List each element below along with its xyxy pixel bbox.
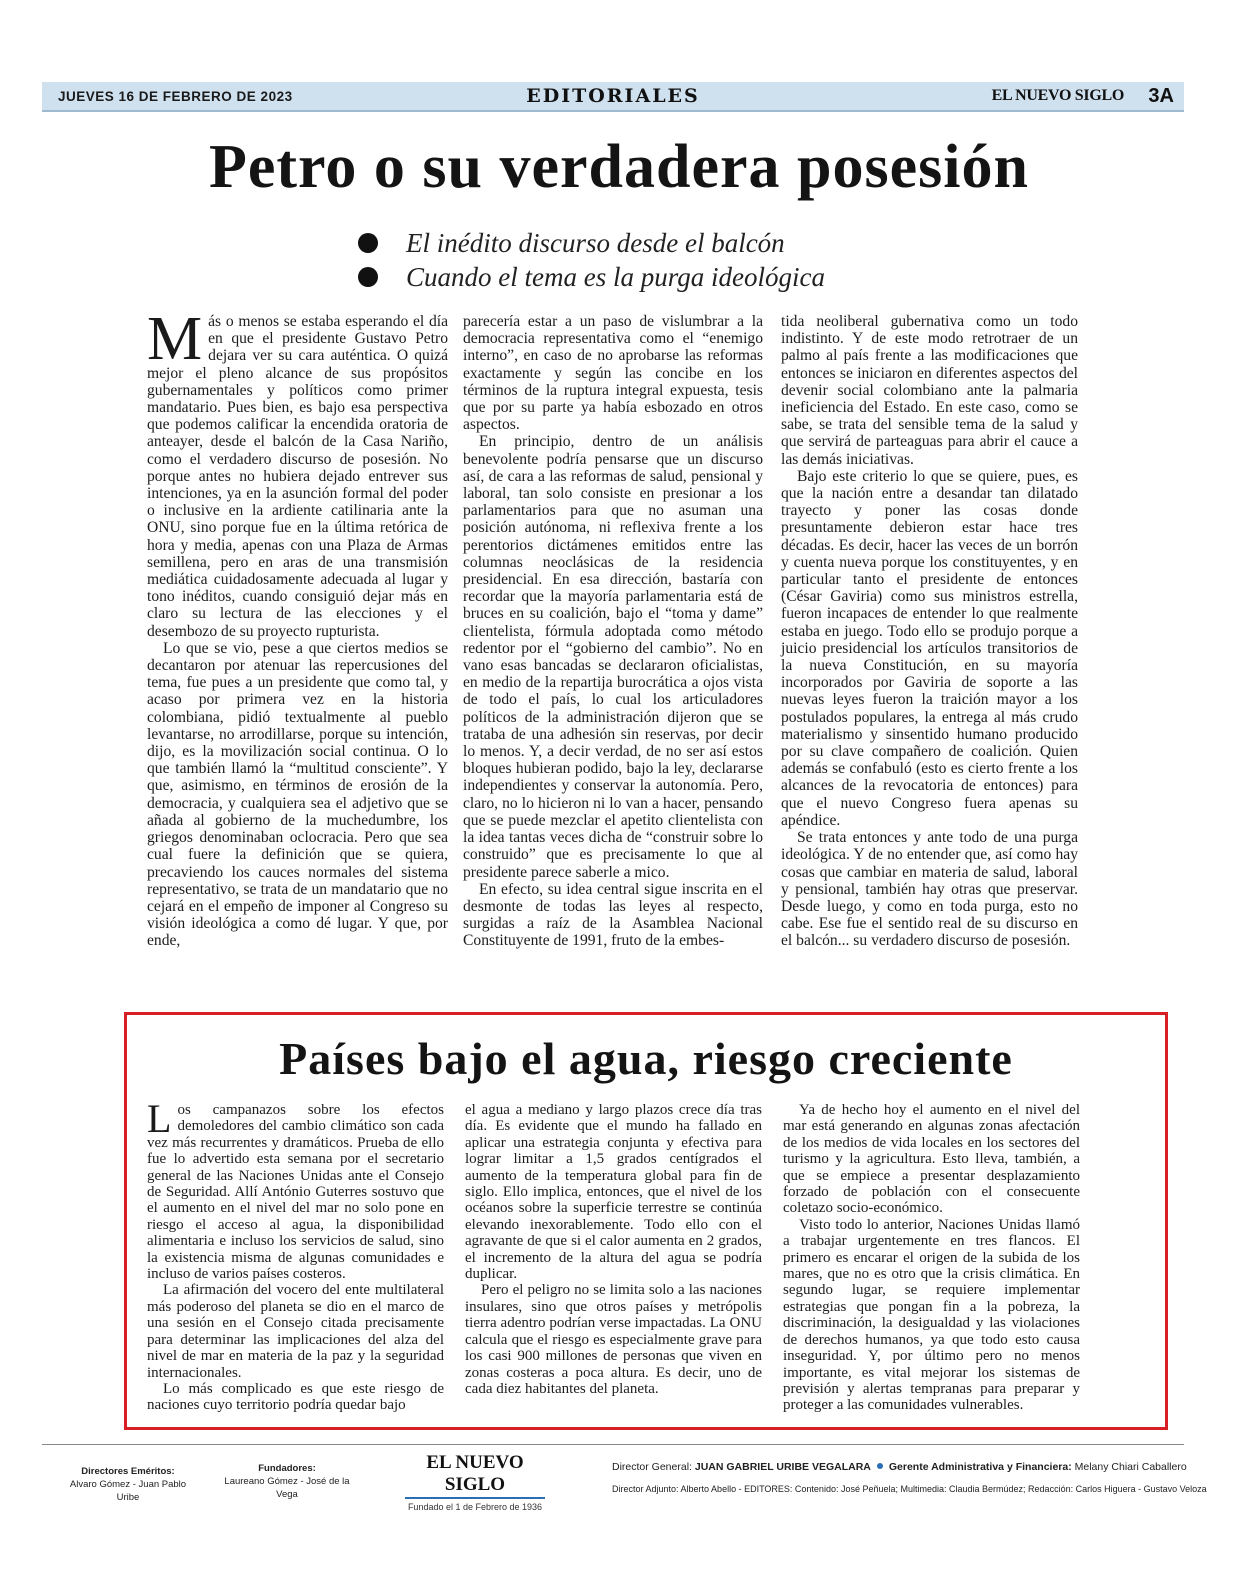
editorial-2-column-3 — [783, 1102, 1080, 1414]
paragraph: Lo más complicado es que este riesgo de naciones cuyo territorio podría quedar bajo — [147, 1380, 444, 1414]
bullet-icon — [358, 233, 378, 253]
subtitle: Cuando el tema es la purga ideológica — [358, 260, 825, 294]
paragraph: parecería estar a un paso de vislumbrar a la democracia representativa como el “enemigo interno”, en caso de no aprobarse las reformas exactamente y según las concibe en los términos de la ruptura integral expuesta, tesis que por su parte ya había esbozado en otros aspectos. — [463, 313, 763, 434]
fundadores: Fundadores: Laureano Gómez - José de la Vega — [224, 1463, 350, 1500]
paragraph: Los campanazos sobre los efectos demoledores del cambio climático son cada vez más recurrentes y dramáticos. Prueba de ello fue lo advertido esta semana por el secretario general de las Naciones Unidas ante el Consejo de Seguridad. Allí António Guterres sostuvo que el aumento en el nivel del mar no solo pone en riesgo el acceso al agua, la disponibilidad alimentaria e incluso los servicios de salud, sino la existencia misma de algunas comunidades e incluso de varios países costeros. — [147, 1096, 444, 1283]
page-header — [42, 82, 1184, 112]
paper-name: EL NUEVO SIGLO — [991, 87, 1124, 104]
paragraph: Más o menos se estaba esperando el día en que el presidente Gustavo Petro dejara ver su cara auténtica. O quizá mejor el pleno alcance de sus propósitos gubernamentales y políticos como primer mandatario. Pues bien, es bajo esa perspectiva que podemos calificar la encendida oratoria de anteayer, desde el balcón de la Casa Nariño, como el verdadero discurso de posesión. No porque antes no hubiera dejado entrever sus intenciones, ya en la asunción formal del poder o inclusive en la ardiente catilinaria ante la ONU, sino porque fue en la última retórica de hora y media, apenas con una Plaza de Armas semillena, pero en aras de una transmisión mediática cuidadosamente adecuada al lugar y tono inéditos, cuando consiguió dejar más en claro su lectura de las elecciones y el desembozo de su proyecto rupturista. — [147, 305, 448, 640]
subtitle: El inédito discurso desde el balcón — [358, 226, 825, 260]
paragraph: el agua a mediano y largo plazos crece día tras día. Es evidente que el mundo ha fallado en aplicar una estrategia conjunta y efectiva para lograr limitar a 1,5 grados centígrados el aumento de la temperatura global para fin de siglo. Ello implica, entonces, que el nivel de los océanos sobre la superficie terrestre se continúa elevando inexorablemente. Todo ello con el agravante de que si el calor aumenta en 2 grados, el incremento de la altura del agua se podría duplicar. — [465, 1102, 762, 1283]
editorial-1-column-1 — [147, 305, 448, 950]
dropcap: L — [147, 1096, 172, 1141]
paragraph: Bajo este criterio lo que se quiere, pues, es que la nación entre a desandar tan dilatado trayecto y poner las cosas donde presuntamente debieron estar hace tres décadas. Es decir, hacer las veces de un borrón y cuenta nueva porque los constituyentes, y en particular tanto el presidente de entonces (César Gaviria) como sus ministros estrella, fueron incapaces de entender lo que realmente estaba en juego. Todo ello se produjo porque a juicio presidencial los artículos transitorios de la nueva Constitución, en su mayoría incorporados por Gaviria de soporte a las nuevas leyes fueron la traición mayor a los postulados populares, la entrega al más crudo materialismo y sinsentido humano producido por su clave compañero de coalición. Quien además se confabuló (esto es cierto frente a los alcances de la revocatoria de entonces) para que el nuevo Congreso fuera apenas su apéndice. — [781, 467, 1078, 829]
paragraph: tida neoliberal gubernativa como un todo indistinto. Y de este modo retrotraer de un palmo al país frente a las modificaciones que entonces se iniciaron en diferentes aspectos del devenir social colombiano ante la palmaria ineficiencia del Estado. En este caso, como se sabe, se trata del sensible tema de la salud y que servirá de parteaguas para abrir el cauce a las demás iniciativas. — [781, 313, 1078, 468]
issue-date: JUEVES 16 DE FEBRERO DE 2023 — [58, 89, 293, 104]
dropcap: M — [147, 305, 203, 373]
directores-emeritos: Directores Eméritos: Alvaro Gómez - Juan Pablo Uribe — [69, 1466, 187, 1503]
editorial-1-column-2 — [463, 313, 763, 950]
editorial-2-column-1 — [147, 1096, 444, 1414]
editorial-1-column-3 — [781, 313, 1078, 950]
page-number: 3A — [1148, 85, 1174, 107]
paragraph: Ya de hecho hoy el aumento en el nivel del mar está generando en algunas zonas afectación de los medios de vida locales en los sectores del turismo y la agricultura. Esto lleva, también, a que se empiece a presentar desplazamiento forzado de población con el consecuente coletazo socio-económico. — [783, 1102, 1080, 1217]
paragraph: La afirmación del vocero del ente multilateral más poderoso del planeta se dio en el marco de una sesión en el Consejo citada precisamente para determinar las implicaciones del alza del nivel de mar en materia de la paz y la seguridad internacionales. — [147, 1282, 444, 1381]
paragraph: Visto todo lo anterior, Naciones Unidas llamó a trabajar urgentemente en tres flancos. El primero es encarar el origen de la subida de los mares, que no es otro que la crisis climática. En segundo lugar, se requiere implementar estrategias que pongan fin a la pobreza, la discriminación, la desigualdad y las violaciones de derechos humanos, ya que todo esto causa inseguridad. Y, por último pero no menos importante, es vital mejorar los sistemas de previsión y alertas tempranas para preparar y proteger a las comunidades vulnerables. — [783, 1216, 1080, 1414]
footer-logo — [405, 1452, 545, 1512]
management-line: Director General: JUAN GABRIEL URIBE VEGALARA Gerente Administrativa y Financiera: Melany Chiari Caballero — [612, 1461, 1187, 1473]
editorial-1-title: Petro o su verdadera posesión — [208, 133, 1030, 201]
section-title: EDITORIALES — [526, 85, 700, 107]
paper-logo: EL NUEVO SIGLO — [405, 1452, 545, 1499]
editorial-2-column-2 — [465, 1102, 762, 1397]
staff-credits — [612, 1456, 1207, 1500]
footer-divider — [42, 1444, 1184, 1445]
bullet-icon — [877, 1463, 883, 1469]
paragraph: En efecto, su idea central sigue inscrita en el desmonte de todas las leyes al respecto, surgidas a raíz de la Asamblea Nacional Constituyente de 1991, fruto de la embes- — [463, 880, 763, 950]
editors-line: Director Adjunto: Alberto Abello - EDITORES: Contenido: José Peñuela; Multimedia: Claudia Bermúdez; Redacción: Carlos Higuera - Gustavo Veloza — [612, 1484, 1207, 1494]
founded-date: Fundado el 1 de Febrero de 1936 — [407, 1502, 543, 1512]
paragraph: En principio, dentro de un análisis benevolente podría pensarse que un discurso así, de cara a las reformas de salud, pensional y laboral, tan solo consiste en presionar a los parlamentarios para que no asuman una posición autónoma, ni reflexiva frente a los perentorios dictámenes emitidos entre las columnas neoclásicas de la residencia presidencial. En esa dirección, bastaría con recordar que la mayoría parlamentaria está de bruces en su coalición, bajo el “toma y dame” clientelista, fórmula adoptada como método redentor por el “gobierno del cambio”. No en vano esas bancadas se declararon oficialistas, en medio de la repartija burocrática a ojos vista de todo el país, lo cual los articuladores políticos de la administración dijeron que se trataba de una adhesión sin reservas, por decir lo menos. Y, a decir verdad, de no ser así estos bloques hubieran podido, bajo la ley, declararse independientes y conservar la autonomía. Pero, claro, no lo hicieron ni lo van a hacer, pensando que se puede mezclar el apetito clientelista con la idea tantas veces dicha de “construir sobre lo construido” que es precisamente lo que al presidente parece saberle a mico. — [463, 433, 763, 881]
paragraph: Lo que se vio, pese a que ciertos medios se decantaron por atenuar las repercusiones del tema, fue pues a un presidente que como tal, y acaso por primera vez en la historia colombiana, pidió textualmente al pueblo levantarse, no arrodillarse, porque su intención, dijo, es la movilización social continua. O lo que también llamó la “multitud consciente”. Y que, asimismo, en términos de erosión de la democracia, y cualquiera sea el adjetivo que se añada al gobierno de la muchedumbre, los griegos denominaban oclocracia. Pero que sea cual fuere la definición que se quiera, precaviendo los cauces normales del sistema representativo, se trata de un mandatario que no cejará en el empeño de imponer al Congreso su visión ideológica a como dé lugar. Y que, por ende, — [147, 639, 448, 950]
paragraph: Se trata entonces y ante todo de una purga ideológica. Y de no entender que, así como hay cosas que cambiar en materia de salud, laboral y pensional, también hay otras que preservar. Desde luego, y como en toda purga, esto no cabe. Ese fue el sentido real de su discurso en el balcón... su verdadero discurso de posesión. — [781, 829, 1078, 950]
editorial-1-subtitles — [358, 226, 825, 294]
paragraph: Pero el peligro no se limita solo a las naciones insulares, sino que otros países y metrópolis tierra adentro podrían verse impactadas. La ONU calcula que el riesgo es especialmente grave para los casi 900 millones de personas que viven en zonas costeras a poca altura. Es decir, uno de cada diez habitantes del planeta. — [465, 1282, 762, 1397]
editorial-2-title: Países bajo el agua, riesgo creciente — [279, 1033, 1013, 1084]
bullet-icon — [358, 267, 378, 287]
